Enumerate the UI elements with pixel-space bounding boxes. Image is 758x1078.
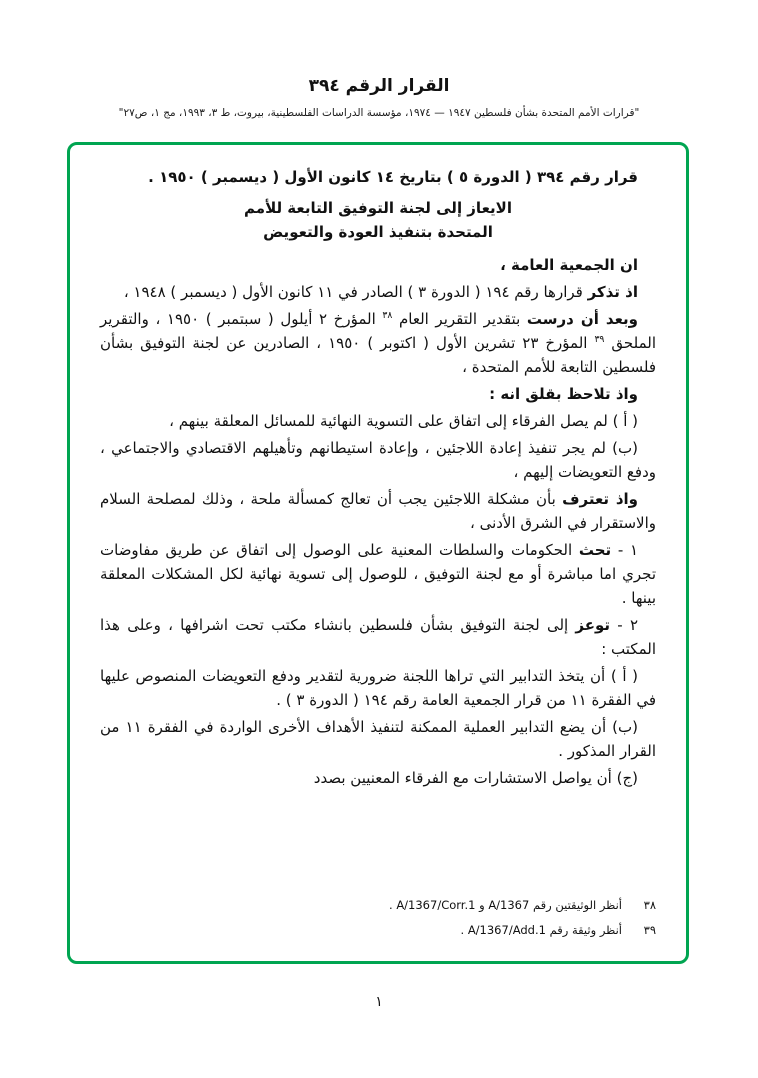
text-segment: واذ تلاحظ بقلق انه : (489, 385, 638, 403)
footnote-reference: ٣٨ (382, 310, 393, 321)
resolution-heading (100, 196, 656, 220)
resolution-paragraph (100, 253, 656, 277)
resolution-paragraph (100, 538, 656, 610)
text-segment: الايعاز إلى لجنة التوفيق التابعة للأمم (244, 199, 512, 217)
resolution-paragraph (100, 664, 656, 712)
text-segment: إلى لجنة التوفيق بشأن فلسطين بانشاء مكتب تحت اشرافها ، وعلى هذا المكتب : (100, 616, 656, 658)
text-segment: ( أ ) لم يصل الفرقاء إلى اتفاق على التسوية النهائية للمسائل المعلقة بينهم ، (169, 412, 638, 430)
text-segment: (ب) أن يضع التدابير العملية الممكنة لتنفيذ الأهداف الأخرى الواردة في الفقرة ١١ من القرار المذكور . (100, 718, 656, 760)
text-segment: بأن مشكلة اللاجئين يجب أن تعالج كمسألة ملحة ، وذلك لمصلحة السلام والاستقرار في الشرق الأدنى ، (100, 490, 656, 532)
resolution-heading (100, 220, 656, 244)
resolution-paragraph (100, 409, 656, 433)
text-segment: (ب) لم يجر تنفيذ إعادة اللاجئين ، وإعادة استيطانهم وتأهيلهم الاقتصادي والاجتماعي ، ودفع التعويضات إليهم ، (100, 439, 656, 481)
footnote-number: ٣٨ (643, 898, 656, 912)
text-segment: ١ - (611, 541, 638, 559)
footnote (100, 920, 656, 940)
text-segment: ان الجمعية العامة ، (500, 256, 638, 274)
text-segment: توعز (575, 616, 611, 634)
text-segment: الحكومات والسلطات المعنية على الوصول إلى اتفاق عن طريق مفاوضات تجري اما مباشرة أو مع لجنة التوفيق ، للوصول إلى تسوية نهائية لكل المشكلات المعلقة بينها . (100, 541, 656, 607)
text-segment: المتحدة بتنفيذ العودة والتعويض (263, 223, 493, 241)
text-segment: بتقدير التقرير العام (392, 310, 527, 328)
resolution-paragraph (100, 766, 656, 790)
footnote (100, 895, 656, 915)
text-segment: المؤرخ ٢ أيلول ( سبتمبر ) ١٩٥٠ ، والتقرير الملحق (100, 310, 656, 352)
text-segment: قرارها رقم ١٩٤ ( الدورة ٣ ) الصادر في ١١ كانون الأول ( ديسمبر ) ١٩٤٨ ، (123, 283, 588, 301)
resolution-paragraph (100, 613, 656, 661)
footnote-text: أنظر وثيقة رقم A/1367/Add.1 . (460, 923, 622, 937)
text-segment: المؤرخ ٢٣ تشرين الأول ( اكتوبر ) ١٩٥٠ ، الصادرين عن لجنة التوفيق بشأن فلسطين التابعة للأمم المتحدة ، (100, 334, 656, 376)
resolution-paragraph (100, 487, 656, 535)
text-segment: وبعد أن درست (526, 310, 639, 328)
page-number: ١ (375, 994, 383, 1010)
text-segment: ( أ ) أن يتخذ التدابير التي تراها اللجنة ضرورية لتقدير ودفع التعويضات المنصوص عليها في الفقرة ١١ من قرار الجمعية العامة رقم ١٩٤ ( الدورة ٣ ) . (100, 667, 656, 709)
footnote-text: أنظر الوثيقتين رقم A/1367 و A/1367/Corr.1 . (389, 898, 622, 912)
resolution-paragraph (100, 715, 656, 763)
resolution-body (100, 165, 656, 793)
text-segment: ٢ - (610, 616, 638, 634)
resolution-paragraph (100, 382, 656, 406)
resolution-paragraph (100, 436, 656, 484)
footnote-reference: ٣٩ (594, 334, 605, 345)
text-segment: قرار رقم ٣٩٤ ( الدورة ٥ ) بتاريخ ١٤ كانون الأول ( ديسمبر ) ١٩٥٠ . (148, 168, 638, 186)
footnote-number: ٣٩ (643, 923, 656, 937)
footnotes-section (100, 885, 656, 945)
text-segment: تحث (578, 541, 612, 559)
source-citation: "قرارات الأمم المتحدة بشأن فلسطين ١٩٤٧ — ١٩٧٤، مؤسسة الدراسات الفلسطينية، بيروت، ط ٣، ١٩٩٣، مج ١، ص٢٧" (118, 107, 640, 119)
resolution-paragraph (100, 280, 656, 304)
text-segment: (ج) أن يواصل الاستشارات مع الفرقاء المعنيين بصدد (313, 769, 638, 787)
resolution-box (67, 142, 689, 964)
text-segment: اذ تذكر (587, 283, 638, 301)
text-segment: واذ تعترف (562, 490, 638, 508)
resolution-paragraph (100, 307, 656, 379)
resolution-paragraph (100, 165, 656, 189)
page-title: القرار الرقم ٣٩٤ (308, 76, 450, 96)
